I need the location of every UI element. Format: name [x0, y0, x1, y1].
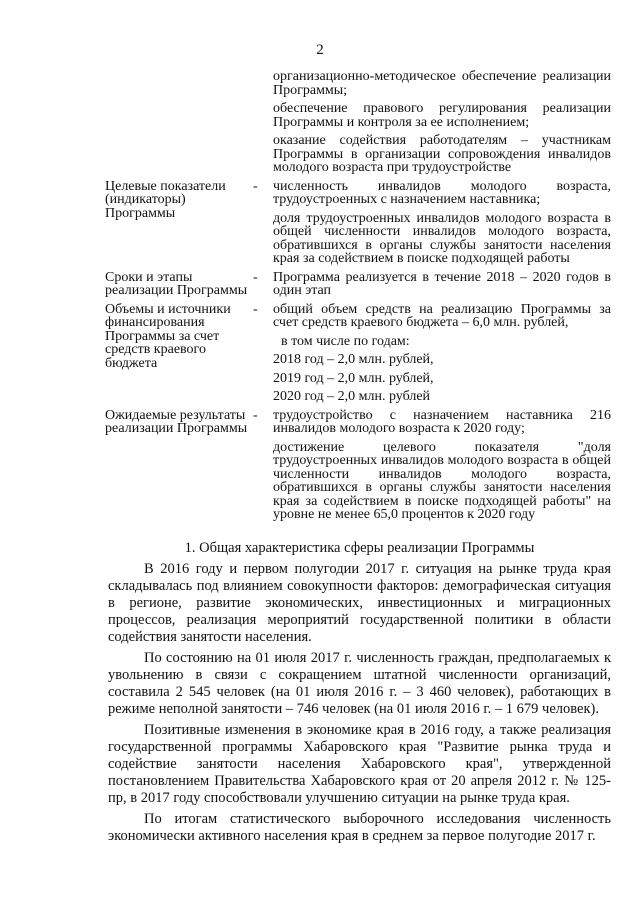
dash: -: [253, 178, 258, 194]
program-passport: [105, 70, 611, 527]
result-item: достижение целевого показателя "доля трудоустроенных инвалидов молодого возраста в общей численности инвалидов молодого возраста, обратившихся в органы службы занятости населения края за содействием в поиске подходящей работы" на уровне не менее 65,0 процентов к 2020 году: [273, 439, 611, 522]
task-item: оказание содействия работодателям – участникам Программы в организации сопровождения инвалидов молодого возраста при трудоустройстве: [273, 133, 611, 175]
results-label: Ожидаемые результаты реализации Программы: [105, 407, 248, 436]
dash: -: [253, 269, 258, 285]
funding-year: 2018 год – 2,0 млн. рублей,: [273, 352, 434, 367]
passport-row-terms: [105, 271, 611, 303]
result-item: трудоустройство с назначением наставника 216 инвалидов молодого возраста к 2020 году;: [273, 407, 611, 436]
section-1: [108, 540, 611, 849]
paragraph: В 2016 году и первом полугодии 2017 г. ситуация на рынке труда края складывалась под влиянием совокупности факторов: демографическая ситуация в регионе, развитие экономических, инвестиционных и миграционных процессов, реализация мероприятий государственной политики в области содействия занятости населения.: [108, 561, 611, 645]
terms-label: Сроки и этапы реализации Программы: [105, 269, 248, 298]
dash: -: [253, 407, 258, 423]
dash: -: [253, 301, 258, 317]
funding-year: 2020 год – 2,0 млн. рублей: [273, 389, 431, 404]
paragraph: По состоянию на 01 июля 2017 г. численность граждан, предполагаемых к увольнению в связи с сокращением штатной численности организаций, составила 2 545 человек (на 01 июля 2016 г. – 3 460 человек), работающих в режиме неполной занятости – 746 человек (на 01 июля 2016 г. – 1 679 человек).: [108, 650, 611, 717]
terms-item: Программа реализуется в течение 2018 – 2020 годов в один этап: [273, 269, 611, 298]
passport-row-tasks: [105, 70, 611, 180]
paragraph: Позитивные изменения в экономике края в 2016 году, а также реализация государственной программы Хабаровского края "Развитие рынка труда и содействие занятости населения Хабаровского края", утвержденной постановлением Правительства Хабаровского края от 20 апреля 2012 г. № 125-пр, в 2017 году способствовали улучшению ситуации на рынке труда края.: [108, 722, 611, 806]
targets-label: Целевые показатели (индикаторы) Программы: [105, 178, 226, 221]
passport-row-results: [105, 409, 611, 527]
target-item: численность инвалидов молодого возраста, трудоустроенных с назначением наставника;: [273, 178, 611, 207]
passport-row-targets: [105, 180, 611, 271]
page-number: 2: [316, 42, 324, 58]
funding-label: Объемы и источники финансирования Программы за счет средств краевого бюджета: [105, 301, 231, 371]
target-item: доля трудоустроенных инвалидов молодого возраста в общей численности инвалидов молодого возраста, обратившихся в органы службы занятости населения края за содействием в поиске подходящей работы: [273, 210, 611, 266]
funding-including: в том числе по годам:: [281, 333, 410, 349]
section-title: 1. Общая характеристика сферы реализации Программы: [184, 540, 535, 556]
passport-row-funding: [105, 303, 611, 409]
funding-total: общий объем средств на реализацию Программы за счет средств краевого бюджета – 6,0 млн. рублей,: [273, 301, 611, 330]
task-item: обеспечение правового регулирования реализации Программы и контроля за ее исполнением;: [273, 101, 611, 130]
funding-year: 2019 год – 2,0 млн. рублей,: [273, 370, 434, 386]
task-item: организационно-методическое обеспечение реализации Программы;: [273, 69, 611, 98]
paragraph: По итогам статистического выборочного исследования численность экономически активного населения края в среднем за первое полугодие 2017 г.: [108, 811, 611, 844]
